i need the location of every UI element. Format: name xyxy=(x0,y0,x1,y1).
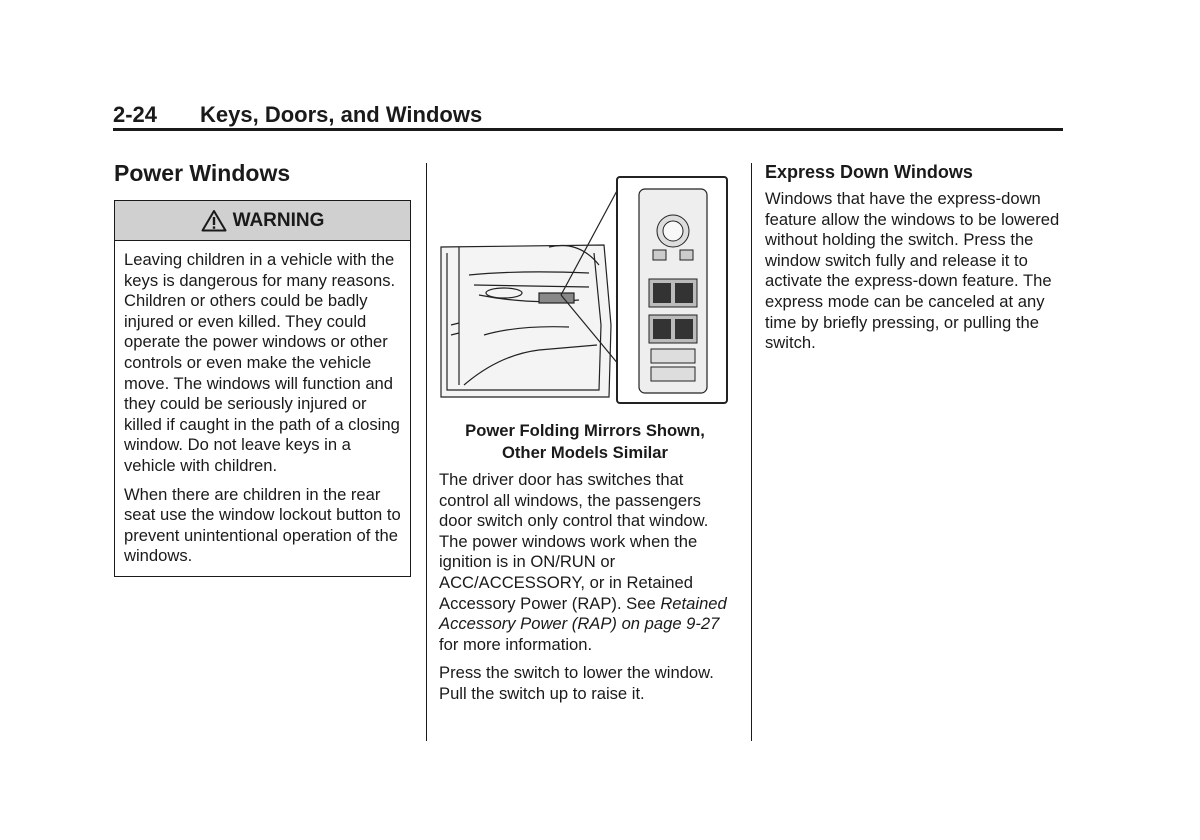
column-figure xyxy=(439,167,731,705)
driver-door-paragraph xyxy=(439,470,731,655)
driver-door-text: The driver door has switches that control all windows, the passengers door switch only control that window. The power windows work when the ignition is in ON/RUN or ACC/ACCESSORY, or in Retained Accessory Power (RAP). See xyxy=(439,470,709,613)
warning-paragraph-2: When there are children in the rear seat use the window lockout button to prevent unintentional operation of the windows. xyxy=(124,484,401,566)
column-power-windows xyxy=(114,158,412,577)
page-number: 2-24 xyxy=(113,102,158,127)
page-header xyxy=(113,100,1063,132)
header-rule xyxy=(113,128,1063,131)
door-switch-illustration xyxy=(439,175,731,407)
warning-triangle-icon xyxy=(201,209,227,232)
express-down-paragraph: Windows that have the express-down feature allow the windows to be lowered without holding the switch. Press the window switch fully and release it to activate the express-down feature. The express mode can be canceled at any time by briefly pressing, or pulling the switch. xyxy=(765,189,1060,353)
warning-header xyxy=(115,201,410,241)
rap-cross-reference-link[interactable]: Retained Accessory Power (RAP) on page 9-27 xyxy=(439,593,727,634)
section-heading-power-windows: Power Windows xyxy=(114,160,291,186)
warning-body xyxy=(115,241,410,576)
warning-label: WARNING xyxy=(232,209,325,231)
figure-caption-line-1: Power Folding Mirrors Shown, xyxy=(465,421,705,440)
warning-box xyxy=(114,200,411,577)
column-divider-1 xyxy=(426,163,427,741)
section-heading-express-down: Express Down Windows xyxy=(765,162,973,182)
column-express-down xyxy=(765,158,1063,354)
door-panel-image xyxy=(439,175,731,407)
column-divider-2 xyxy=(751,163,752,741)
driver-door-tail: for more information. xyxy=(439,634,593,654)
figure-caption-line-2: Other Models Similar xyxy=(502,443,668,462)
section-title: Keys, Doors, and Windows xyxy=(200,102,483,127)
figure-caption xyxy=(439,420,731,464)
press-switch-paragraph: Press the switch to lower the window. Pull the switch up to raise it. xyxy=(439,663,714,703)
warning-paragraph-1: Leaving children in a vehicle with the keys is dangerous for many reasons. Children or others could be badly injured or even killed. They could operate the power windows or other controls or even make the vehicle move. The windows will function and they could be seriously injured or killed if caught in the path of a closing window. Do not leave keys in a vehicle with children. xyxy=(124,250,400,475)
